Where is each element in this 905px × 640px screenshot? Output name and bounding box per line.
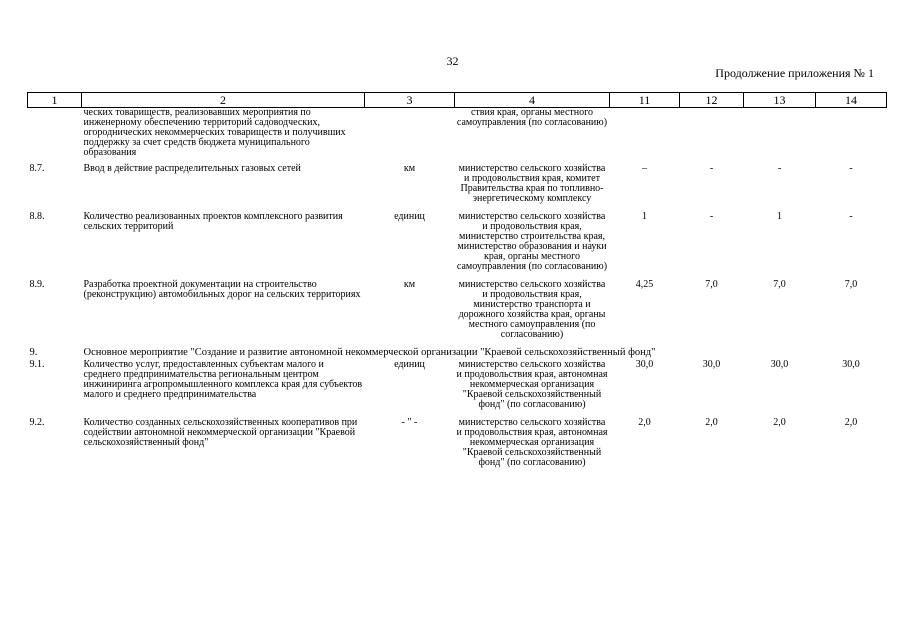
row-indicator-name: Количество созданных сельскохозяйственных кооперативов при содействии автономной некоммерческой организации "Краевой сельскохозяйственный фонд" [83, 417, 358, 448]
section-number: 9. [29, 347, 38, 358]
table-row [28, 164, 887, 212]
table-row [28, 280, 887, 348]
header-col-4: 4 [455, 93, 610, 108]
row-value-14 [816, 108, 887, 165]
row-indicator-name: Разработка проектной документации на строительство (реконструкцию) автомобильных дорог на сельских территориях [83, 279, 361, 300]
table-row [28, 360, 887, 418]
row-value-11: 2,0 [638, 417, 651, 428]
header-col-2: 2 [82, 93, 365, 108]
row-value-12: 2,0 [705, 417, 718, 428]
row-number: 8.9. [29, 279, 45, 290]
row-value-13 [744, 108, 816, 165]
row-indicator-name: Ввод в действие распределительных газовых сетей [83, 163, 301, 174]
header-col-14: 14 [816, 93, 887, 108]
row-value-12 [680, 108, 744, 165]
row-value-13: - [777, 163, 782, 174]
section-heading-text: Основное мероприятие "Создание и развитие автономной некоммерческой организации "Краевой сельскохозяйственный фонд" [83, 347, 656, 358]
table-header-row [28, 93, 887, 108]
row-value-14: 7,0 [844, 279, 858, 290]
row-indicator-name: ческих товариществ, реализовавших мероприятия по инженерному обеспечению территорий садоводческих, огороднических некоммерческих товариществ и получивших поддержку за счет средств бюджета муниципального образования [83, 107, 346, 158]
row-value-13: 7,0 [773, 279, 786, 290]
row-value-14: - [849, 163, 853, 174]
row-responsible: министерство сельского хозяйства и продовольствия края, министерство транспорта и дорожного хозяйства края, органы местного самоуправления (по согласованию) [458, 279, 606, 340]
row-value-11: – [642, 163, 647, 174]
row-value-11: 1 [642, 211, 647, 222]
row-value-12: 30,0 [702, 359, 721, 370]
header-col-1: 1 [28, 93, 82, 108]
row-value-12: - [709, 163, 714, 174]
row-unit: км [403, 163, 416, 174]
row-value-14: 2,0 [844, 417, 858, 428]
row-responsible: министерство сельского хозяйства и продовольствия края, комитет Правительства края по топливно-энергетическому комплексу [458, 163, 606, 204]
header-col-12: 12 [680, 93, 744, 108]
row-value-11 [610, 108, 680, 165]
row-unit [365, 108, 455, 165]
page-number: 32 [446, 54, 459, 68]
row-responsible: министерство сельского хозяйства и продовольствия края, автономная некоммерческая организация "Краевой сельскохозяйственный фонд" (по согласованию) [456, 359, 608, 410]
row-responsible: министерство сельского хозяйства и продовольствия края, министерство строительства края, министерство образования и науки края, органы местного самоуправления (по согласованию) [456, 211, 608, 272]
row-number: 8.8. [29, 211, 45, 222]
row-responsible: министерство сельского хозяйства и продовольствия края, автономная некоммерческая организация "Краевой сельскохозяйственный фонд" (по согласованию) [456, 417, 608, 468]
row-value-12: 7,0 [705, 279, 718, 290]
table-row [28, 418, 887, 476]
row-indicator-name: Количество реализованных проектов комплексного развития сельских территорий [83, 211, 343, 232]
row-unit: км [403, 279, 416, 290]
row-number: 9.2. [29, 417, 45, 428]
row-value-13: 2,0 [773, 417, 786, 428]
row-responsible: ствия края, органы местного самоуправления (по согласованию) [456, 107, 608, 128]
indicators-table [27, 92, 887, 476]
row-value-14: 30,0 [842, 359, 860, 370]
row-number: 9.1. [29, 359, 45, 370]
row-unit: - " - [401, 417, 418, 428]
row-value-14: - [849, 211, 853, 222]
row-value-13: 30,0 [770, 359, 789, 370]
row-value-12: - [709, 211, 714, 222]
header-col-11: 11 [610, 93, 680, 108]
row-value-11: 30,0 [635, 359, 654, 370]
row-value-13: 1 [777, 211, 782, 222]
row-indicator-name: Количество услуг, предоставленных субъектам малого и среднего предпринимательства региональным центром инжиниринга агропромышленного комплекса края для субъектов малого и среднего предпринимательства [83, 359, 363, 400]
header-col-3: 3 [365, 93, 455, 108]
table-row [28, 212, 887, 280]
row-unit: единиц [394, 359, 425, 370]
header-col-13: 13 [744, 93, 816, 108]
table-row-continued [28, 108, 887, 165]
continuation-caption: Продолжение приложения № 1 [715, 66, 874, 80]
row-unit: единиц [394, 211, 425, 222]
row-number: 8.7. [29, 163, 45, 174]
row-value-11: 4,25 [635, 279, 654, 290]
row-number [28, 108, 82, 165]
